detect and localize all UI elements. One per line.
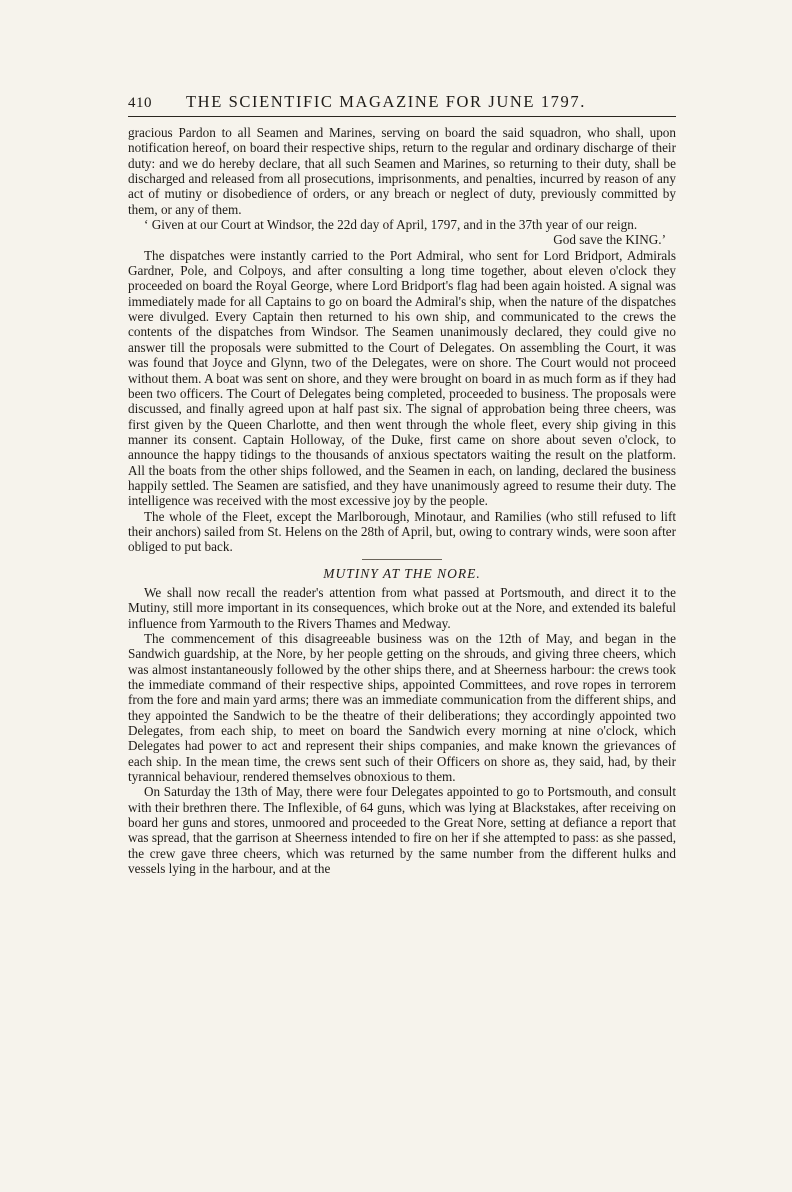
paragraph-fleet-sailed: The whole of the Fleet, except the Marlborough, Minotaur, and Ramilies (who still refused to lift their anchors) sailed from St. Helens on the 28th of April, but, owing to contrary winds, were soon after obliged to put back.	[128, 508, 676, 555]
magazine-page	[128, 92, 676, 877]
section-heading-mutiny-at-the-nore: MUTINY AT THE NORE.	[323, 565, 481, 581]
signoff-line	[128, 232, 676, 247]
paragraph-pardon: gracious Pardon to all Seamen and Marines, serving on board the said squadron, who shall, upon notification hereof, on board their respective ships, return to the regular and ordinary discharge of their duty: and we do hereby declare, that all such Seamen and Marines, so returning to their duty, shall be discharged and released from all prosecutions, imprisonments, and penalties, incurred by reason of any act of mutiny or disobedience of orders, or any breach or neglect of duty, previously committed by them, or any of them.	[128, 125, 676, 217]
page-number: 410	[128, 95, 152, 111]
section-divider	[362, 559, 442, 560]
paragraph-given-at-windsor: ‘ Given at our Court at Windsor, the 22d day of April, 1797, and in the 37th year of our reign.	[144, 217, 638, 233]
paragraph-saturday-13th: On Saturday the 13th of May, there were four Delegates appointed to go to Portsmouth, and consult with their brethren there. The Inflexible, of 64 guns, which was lying at Blackstakes, after receiving on board her guns and stores, unmoored and proceeded to the Great Nore, setting at defiance a report that was spread, that the garrison at Sheerness intended to fire on her if she attempted to pass: as she passed, the crew gave three cheers, which was returned by the same number from the different hulks and vessels lying in the harbour, and at the	[128, 784, 676, 877]
paragraph-commencement: The commencement of this disagreeable business was on the 12th of May, and began in the Sandwich guardship, at the Nore, by her people getting on the shrouds, and giving three cheers, which was almost instantaneously followed by the other ships there, and at Sheerness harbour: the crews took the immediate command of their respective ships, appointed Committees, and rove ropes in terrorem from the fore and main yard arms; there was an immediate communication from the different ships, and they appointed the Sandwich to be the theatre of their deliberations; they accordingly appointed two Delegates, from each ship, to meet on board the Sandwich every morning at nine o'clock, which Delegates had power to act and represent their ships companies, and make known the grievances of each ship. In the mean time, the crews sent such of their Officers on shore as, they said, had, by their tyrannical behaviour, rendered themselves obnoxious to them.	[128, 631, 676, 785]
signoff-god-save-the-king: God save the KING.’	[553, 232, 666, 248]
running-head	[128, 92, 676, 117]
paragraph-dispatches: The dispatches were instantly carried to the Port Admiral, who sent for Lord Bridport, Admirals Gardner, Pole, and Colpoys, and after consulting a long time together, about eleven o'clock they proceeded on board the Royal George, where Lord Bridport's flag had been again hoisted. A signal was immediately made for all Captains to go on board the Admiral's ship, when the nature of the dispatches were divulged. Every Captain then returned to his own ship, and communicated to the crews the contents of the dispatches from Windsor. The Seamen unanimously declared, they could give no answer till the proposals were submitted to the Court of Delegates. On assembling the Court, it was was found that Joyce and Glynn, two of the Delegates, were on shore. The Court would not proceed without them. A boat was sent on shore, and they were brought on board in as much form as if they had been two officers. The Court of Delegates being completed, proceeded to business. The proposals were discussed, and finally agreed upon at half past six. The signal of approbation being three cheers, was first given by the Queen Charlotte, and then went through the whole fleet, every ship giving in this manner its consent. Captain Holloway, of the Duke, first came on shore about seven o'clock, to announce the happy tidings to the thousands of anxious spectators waiting the result on the platform. All the boats from the other ships followed, and the Seamen in each, on landing, declared the business happily settled. The Seamen are satisfied, and they have unanimously agreed to resume their duty. The intelligence was received with the most excessive joy by the people.	[128, 247, 676, 509]
magazine-title: THE SCIENTIFIC MAGAZINE FOR JUNE 1797.	[186, 92, 586, 111]
article-body	[128, 125, 676, 877]
paragraph-recall-attention: We shall now recall the reader's attention from what passed at Portsmouth, and direct it to the Mutiny, still more important in its consequences, which broke out at the Nore, and extended its baleful influence from Yarmouth to the Rivers Thames and Medway.	[128, 584, 676, 631]
